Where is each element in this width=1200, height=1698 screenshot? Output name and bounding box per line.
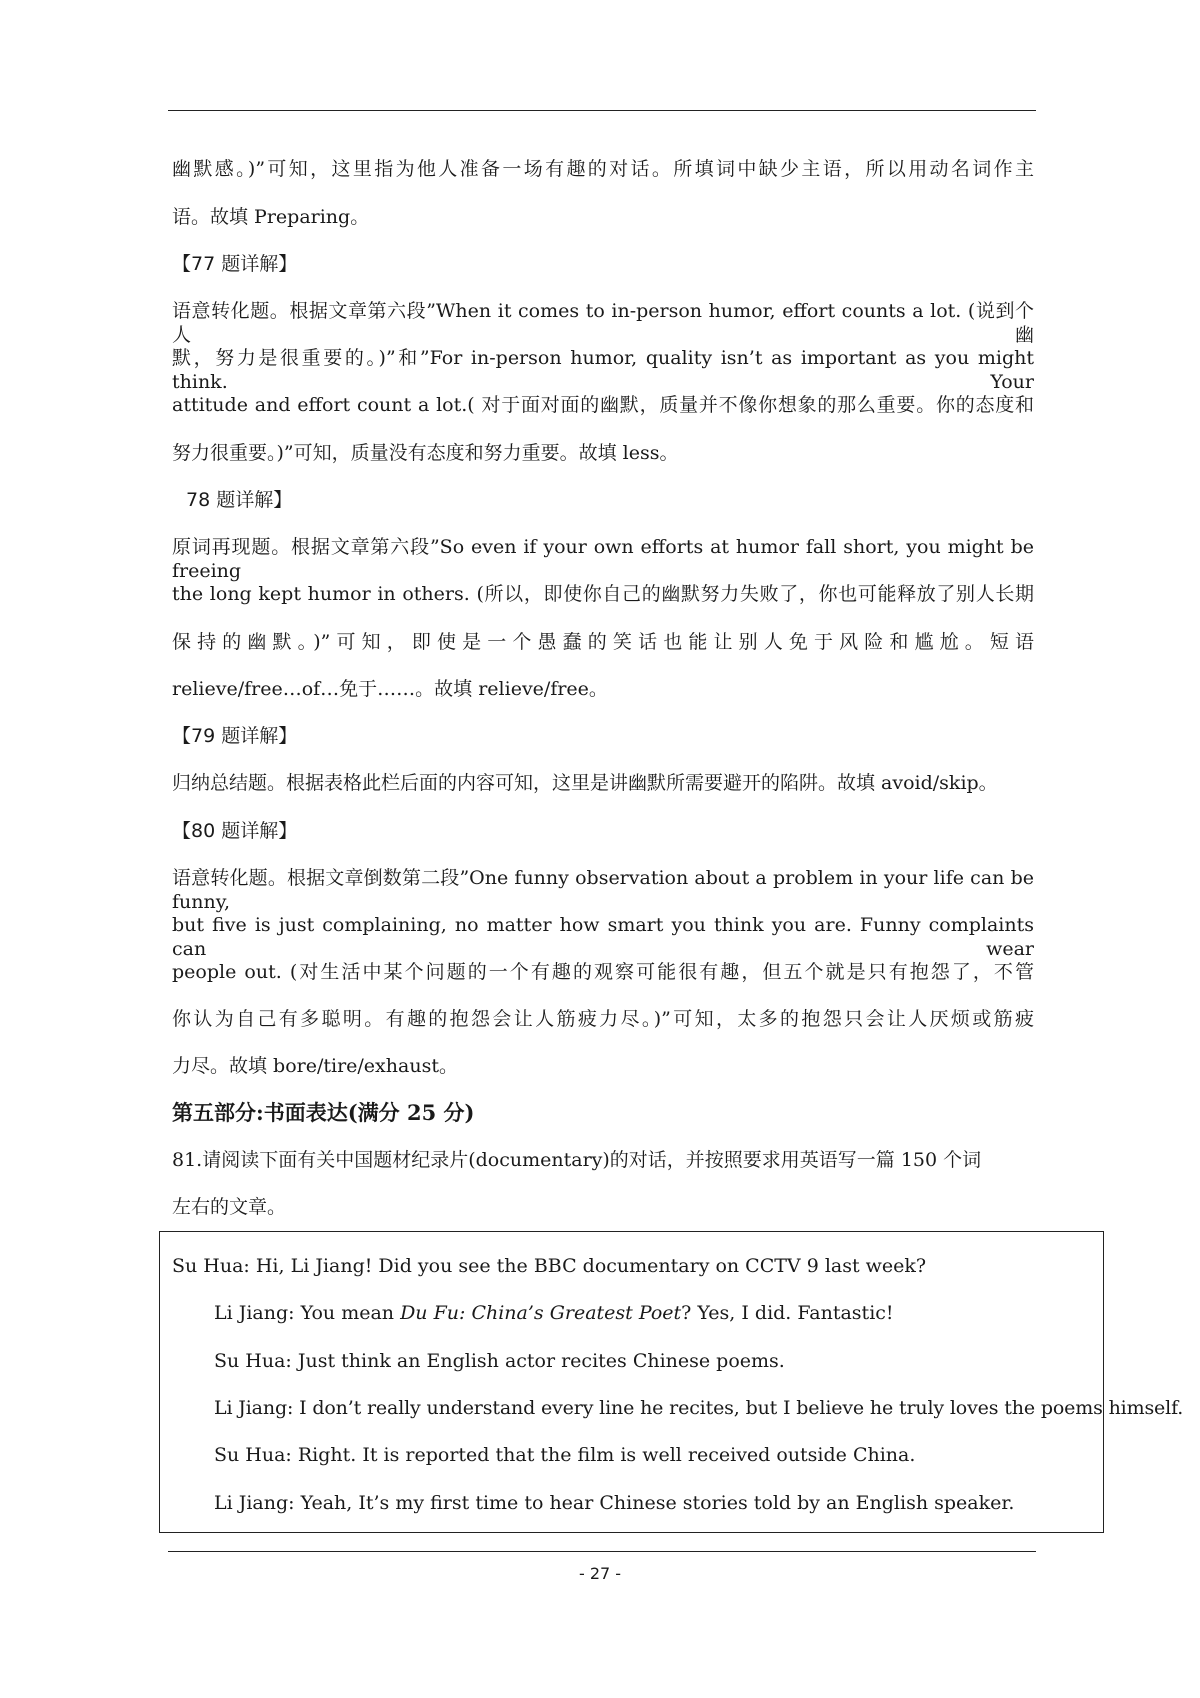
footer-rule xyxy=(168,1551,1036,1552)
text-line: 努力很重要。)”可知，质量没有态度和努力重要。故填 less。 xyxy=(172,442,679,464)
text-line: 力尽。故填 bore/tire/exhaust。 xyxy=(172,1055,458,1077)
text-line: relieve/free…of…免于……。故填 relieve/free。 xyxy=(172,678,608,700)
dialogue-speaker-text: Li Jiang: You mean xyxy=(214,1302,401,1324)
text-line: people out. (对生活中某个问题的一个有趣的观察可能很有趣，但五个就是只有抱怨了，不管 xyxy=(172,961,1034,983)
text-line: 幽默感。)”可知，这里指为他人准备一场有趣的对话。所填词中缺少主语，所以用动名词作主 xyxy=(172,158,1034,180)
text-line: 语。故填 Preparing。 xyxy=(172,206,370,228)
section-heading-80: 【80 题详解】 xyxy=(172,820,298,842)
dialogue-text: ? Yes, I did. Fantastic! xyxy=(681,1302,894,1324)
text-line: attitude and effort count a lot.( 对于面对面的幽默，质量并不像你想象的那么重要。你的态度和 xyxy=(172,394,1034,416)
section-heading-78: 78 题详解】 xyxy=(186,489,293,511)
text-line: 归纳总结题。根据表格此栏后面的内容可知，这里是讲幽默所需要避开的陷阱。故填 avoid/skip。 xyxy=(172,772,998,794)
text-line: 你认为自己有多聪明。有趣的抱怨会让人筋疲力尽。)”可知，太多的抱怨只会让人厌烦或筋疲 xyxy=(172,1008,1034,1030)
text-line: 保持的幽默。)”可知，即使是一个愚蠢的笑话也能让别人免于风险和尴尬。短语 xyxy=(172,631,1034,653)
dialogue-line: Li Jiang: Yeah, It’s my first time to hear Chinese stories told by an English speaker. xyxy=(214,1492,1015,1514)
dialogue-line: Su Hua: Right. It is reported that the film is well received outside China. xyxy=(214,1444,916,1466)
dialogue-line: Su Hua: Hi, Li Jiang! Did you see the BBC documentary on CCTV 9 last week? xyxy=(172,1255,927,1277)
section-heading-77: 【77 题详解】 xyxy=(172,253,298,275)
question-81-cont: 左右的文章。 xyxy=(172,1196,287,1218)
section-title: 第五部分:书面表达(满分 25 分) xyxy=(172,1100,475,1125)
dialogue-line xyxy=(214,1301,894,1325)
header-rule xyxy=(168,110,1036,111)
text-line: but five is just complaining, no matter how smart you think you are. Funny complaints can wear xyxy=(172,914,1034,960)
page-number: - 27 - xyxy=(578,1564,622,1583)
section-heading-79: 【79 题详解】 xyxy=(172,725,298,747)
text-line: 语意转化题。根据文章第六段”When it comes to in-person humor, effort counts a lot. (说到个人幽 xyxy=(172,300,1034,346)
text-line: 默，努力是很重要的。)”和”For in-person humor, quality isn’t as important as you might think. Your xyxy=(172,347,1034,393)
text-line: 语意转化题。根据文章倒数第二段”One funny observation about a problem in your life can be funny, xyxy=(172,867,1034,913)
dialogue-line: Li Jiang: I don’t really understand every line he recites, but I believe he truly loves the poems himself. xyxy=(214,1397,1184,1419)
text-line: the long kept humor in others. (所以，即使你自己的幽默努力失败了，你也可能释放了别人长期 xyxy=(172,583,1034,605)
dialogue-line: Su Hua: Just think an English actor recites Chinese poems. xyxy=(214,1350,785,1372)
text-line: 原词再现题。根据文章第六段”So even if your own efforts at humor fall short, you might be freeing xyxy=(172,536,1034,582)
film-title: Du Fu: China’s Greatest Poet xyxy=(400,1302,682,1324)
question-81: 81.请阅读下面有关中国题材纪录片(documentary)的对话，并按照要求用英语写一篇 150 个词 xyxy=(172,1149,982,1171)
